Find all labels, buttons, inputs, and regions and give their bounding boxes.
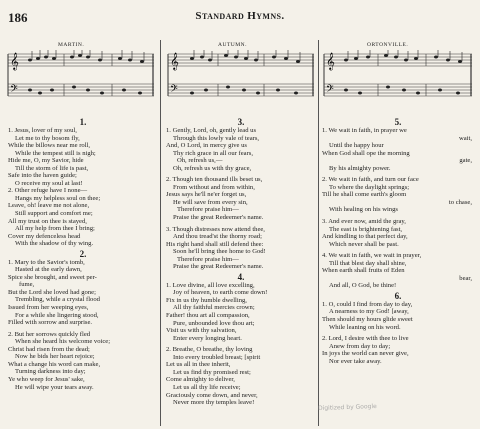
hymn-stanza	[166, 346, 316, 406]
hymn-stanza	[166, 226, 316, 271]
verse-line: In joys the world can never give,	[322, 350, 409, 358]
verse-line: Hasted at the early dawn,	[15, 266, 82, 274]
verse-line: Ye who weep for Jesus' sake,	[8, 375, 85, 383]
verse-line: 2. We wait in faith, and turn our face	[322, 176, 419, 184]
music-score-martin	[6, 50, 156, 108]
verse-line: While the billows near me roll,	[8, 142, 91, 150]
verse-line: With the shadow of thy wing.	[15, 240, 94, 248]
verse-line: Let me to thy bosom fly,	[15, 134, 80, 142]
tune-name-autumn: AUTUMN.	[218, 42, 248, 48]
verse-line: Till the storm of life is past,	[15, 164, 89, 172]
verse-line: Filled with sorrow and surprise.	[8, 319, 93, 327]
tune-name-martin: MARTIN.	[58, 42, 85, 48]
music-score-autumn	[166, 50, 316, 108]
hymn-number: 3.	[237, 117, 245, 127]
hymn-number: 1.	[79, 117, 87, 127]
verse-line: From without and from within,	[173, 183, 255, 191]
verse-line: 1. Gently, Lord, oh, gently lead us	[166, 127, 257, 134]
verse-line: All my trust on thee is stayed,	[8, 217, 87, 225]
verse-line: Spice she brought, and sweet per-	[8, 273, 97, 281]
verse-line: 1. Mary to the Savior's tomb,	[8, 258, 85, 266]
verse-line: 2. But her sorrows quickly fled	[8, 330, 91, 338]
verse-line: He will save from every sin,	[173, 198, 248, 206]
verse-line: wait,	[458, 134, 472, 142]
verse-line: While leaning on his word.	[329, 323, 401, 331]
hymn-stanza	[166, 127, 316, 172]
hymn-stanza	[8, 187, 158, 247]
verse-line: Safe into the haven guide;	[8, 172, 77, 180]
verse-line: He will wipe your tears away.	[15, 383, 94, 391]
hymn-number: 5.	[394, 117, 402, 127]
hymn-stanza	[166, 176, 316, 221]
verse-line: Let us all thy life receive;	[173, 383, 241, 391]
verse-line: Come almighty to deliver,	[166, 376, 235, 384]
page-number: 186	[8, 10, 28, 25]
verse-line: A nearness to my God! [away,	[329, 308, 409, 316]
verse-line: Which never shall be past.	[329, 240, 399, 248]
verse-line: Therefore praise him—	[177, 255, 239, 263]
verse-line: Trembling, while a crystal flood	[15, 296, 100, 304]
verse-line: Jesus says he'll ne'er forget us,	[166, 191, 247, 199]
verse-line: Praise the great Redeemer's name.	[173, 263, 264, 271]
verse-line: Hangs my helpless soul on thee;	[15, 194, 101, 202]
hymn-number: 4.	[237, 271, 245, 282]
column-2	[166, 116, 316, 407]
svg-text:𝄢: 𝄢	[10, 83, 18, 97]
verse-line: to chase,	[448, 198, 472, 206]
hymn-stanza	[166, 282, 316, 342]
verse-line: 1. Love divine, all love excelling,	[166, 281, 255, 289]
verse-line: Father! thou art all compassion,	[166, 312, 250, 320]
svg-text:𝄢: 𝄢	[326, 83, 334, 97]
verse-line: Enter every longing heart.	[173, 334, 242, 342]
hymn-stanza	[322, 301, 474, 331]
verse-line: O receive my soul at last!	[15, 179, 83, 187]
verse-line: Hide me, O, my Savior, hide	[8, 157, 84, 165]
page-title: Standard Hymns.	[195, 10, 285, 22]
verse-line: By his almighty power.	[329, 164, 391, 172]
verse-line: gate,	[459, 157, 472, 165]
verse-line: What a change his word can make,	[8, 360, 101, 368]
verse-line: Praise the great Redeemer's name.	[173, 214, 264, 222]
verse-line: When she heard his welcome voice;	[15, 338, 111, 346]
verse-line: Pure, unbounded love thou art;	[173, 319, 255, 327]
music-score-ortonville	[322, 50, 474, 108]
watermark: Digitized by Google	[317, 402, 377, 413]
hymn-stanza	[322, 127, 474, 172]
verse-line: Soon he'll bring thee home to God!	[173, 248, 266, 256]
verse-line: bear,	[459, 274, 472, 282]
column-divider-left	[160, 40, 161, 426]
verse-line: Oh, refresh us with thy grace,	[173, 164, 252, 172]
hymn-stanza	[8, 331, 158, 391]
hymn-stanza	[8, 127, 158, 187]
verse-line: Issued from her weeping eyes,	[8, 304, 89, 312]
hymn-stanza	[322, 218, 474, 248]
verse-line: Cover my defenceless head	[8, 232, 81, 240]
verse-line: But the Lord she loved had gone;	[8, 288, 96, 296]
verse-line: Thy rich grace in all our fears,	[173, 149, 254, 157]
verse-line: 1. O, could I find from day to day,	[322, 300, 413, 308]
verse-line: Let us find thy promised rest;	[173, 368, 251, 376]
verse-line: While the tempest still is nigh;	[15, 149, 96, 157]
verse-line: 1. We wait in faith, in prayer we	[322, 127, 407, 134]
verse-line: Now he bids her heart rejoice;	[15, 353, 95, 361]
verse-line: For a while she lingering stood,	[15, 311, 99, 319]
verse-line: Until the happy hour	[329, 142, 384, 150]
verse-line: fume,	[19, 281, 35, 289]
verse-line: And all, O God, be thine!	[329, 282, 397, 290]
column-divider-right	[318, 40, 319, 426]
verse-line: Turning darkness into day;	[15, 368, 86, 376]
verse-line: Still support and comfort me;	[15, 210, 93, 218]
verse-line: When earth shall fruits of Eden	[322, 267, 405, 275]
verse-line: Joy of heaven, to earth come down!	[173, 289, 268, 297]
verse-line: Fix in us thy humble dwelling,	[166, 296, 247, 304]
verse-line: Till he shall come earth's gloom	[322, 191, 407, 199]
svg-text:𝄞: 𝄞	[326, 52, 335, 70]
verse-line: All thy faithful mercies crown;	[173, 304, 255, 312]
hymn-number: 2.	[79, 248, 87, 259]
verse-line: Never more thy temples leave!	[173, 399, 255, 407]
verse-line: And kindling to that perfect day,	[322, 233, 408, 241]
verse-line: To where the daylight springs;	[329, 183, 410, 191]
verse-line: 3. Though distresses now attend thee,	[166, 225, 265, 233]
hymn-stanza	[8, 259, 158, 327]
verse-line: When God shall ope the morning	[322, 149, 410, 157]
hymn-stanza	[322, 176, 474, 214]
verse-line: Graciously come down, and never,	[166, 391, 258, 399]
hymn-stanza	[322, 252, 474, 290]
verse-line: 1. Jesus, lover of my soul,	[8, 127, 77, 134]
verse-line: 4. We wait in faith, we wait in prayer,	[322, 252, 422, 260]
verse-line: All my help from thee I bring;	[15, 225, 95, 233]
verse-line: Into every troubled breast; [spirit	[173, 353, 261, 361]
tune-name-ortonville: ORTONVILLE.	[367, 42, 409, 48]
verse-line: 3. And ever now, amid the gray,	[322, 218, 406, 226]
verse-line: Therefore praise him—	[177, 206, 239, 214]
hymn-number: 6.	[394, 290, 402, 301]
verse-line: With healing on his wings	[329, 206, 398, 214]
verse-line: Till that blest day shall shine,	[329, 259, 407, 267]
verse-line: Nor ever take away.	[329, 357, 382, 365]
verse-line: The east is brightening fast,	[329, 225, 403, 233]
column-3	[322, 116, 474, 365]
verse-line: Anew from day to day;	[329, 342, 391, 350]
column-1	[8, 116, 158, 391]
verse-line: And, O Lord, in mercy give us	[166, 142, 247, 150]
verse-line: Christ had risen from the dead;	[8, 345, 90, 353]
verse-line: 2. Other refuge have I none—	[8, 187, 88, 195]
verse-line: Let us all in thee inherit,	[166, 361, 231, 369]
verse-line: 2. Breathe, O breathe, thy loving	[166, 346, 253, 354]
verse-line: Visit us with thy salvation,	[166, 327, 237, 335]
svg-text:𝄞: 𝄞	[170, 52, 179, 70]
hymn-stanza	[322, 335, 474, 365]
verse-line: Then should my hours glide sweet	[322, 316, 413, 324]
svg-text:𝄞: 𝄞	[10, 52, 19, 70]
verse-line: Oh, refresh us,—	[177, 157, 223, 165]
verse-line: His right hand shall still defend thee:	[166, 240, 264, 248]
svg-text:𝄢: 𝄢	[170, 83, 178, 97]
verse-line: 2. Though ten thousand ills beset us,	[166, 176, 263, 184]
verse-line: And thou tread'st the thorny road;	[173, 233, 262, 241]
verse-line: 2. Lord, I desire with thee to live	[322, 335, 409, 343]
verse-line: Through this lowly vale of tears,	[173, 134, 260, 142]
verse-line: Leave, oh! leave me not alone,	[8, 202, 90, 210]
